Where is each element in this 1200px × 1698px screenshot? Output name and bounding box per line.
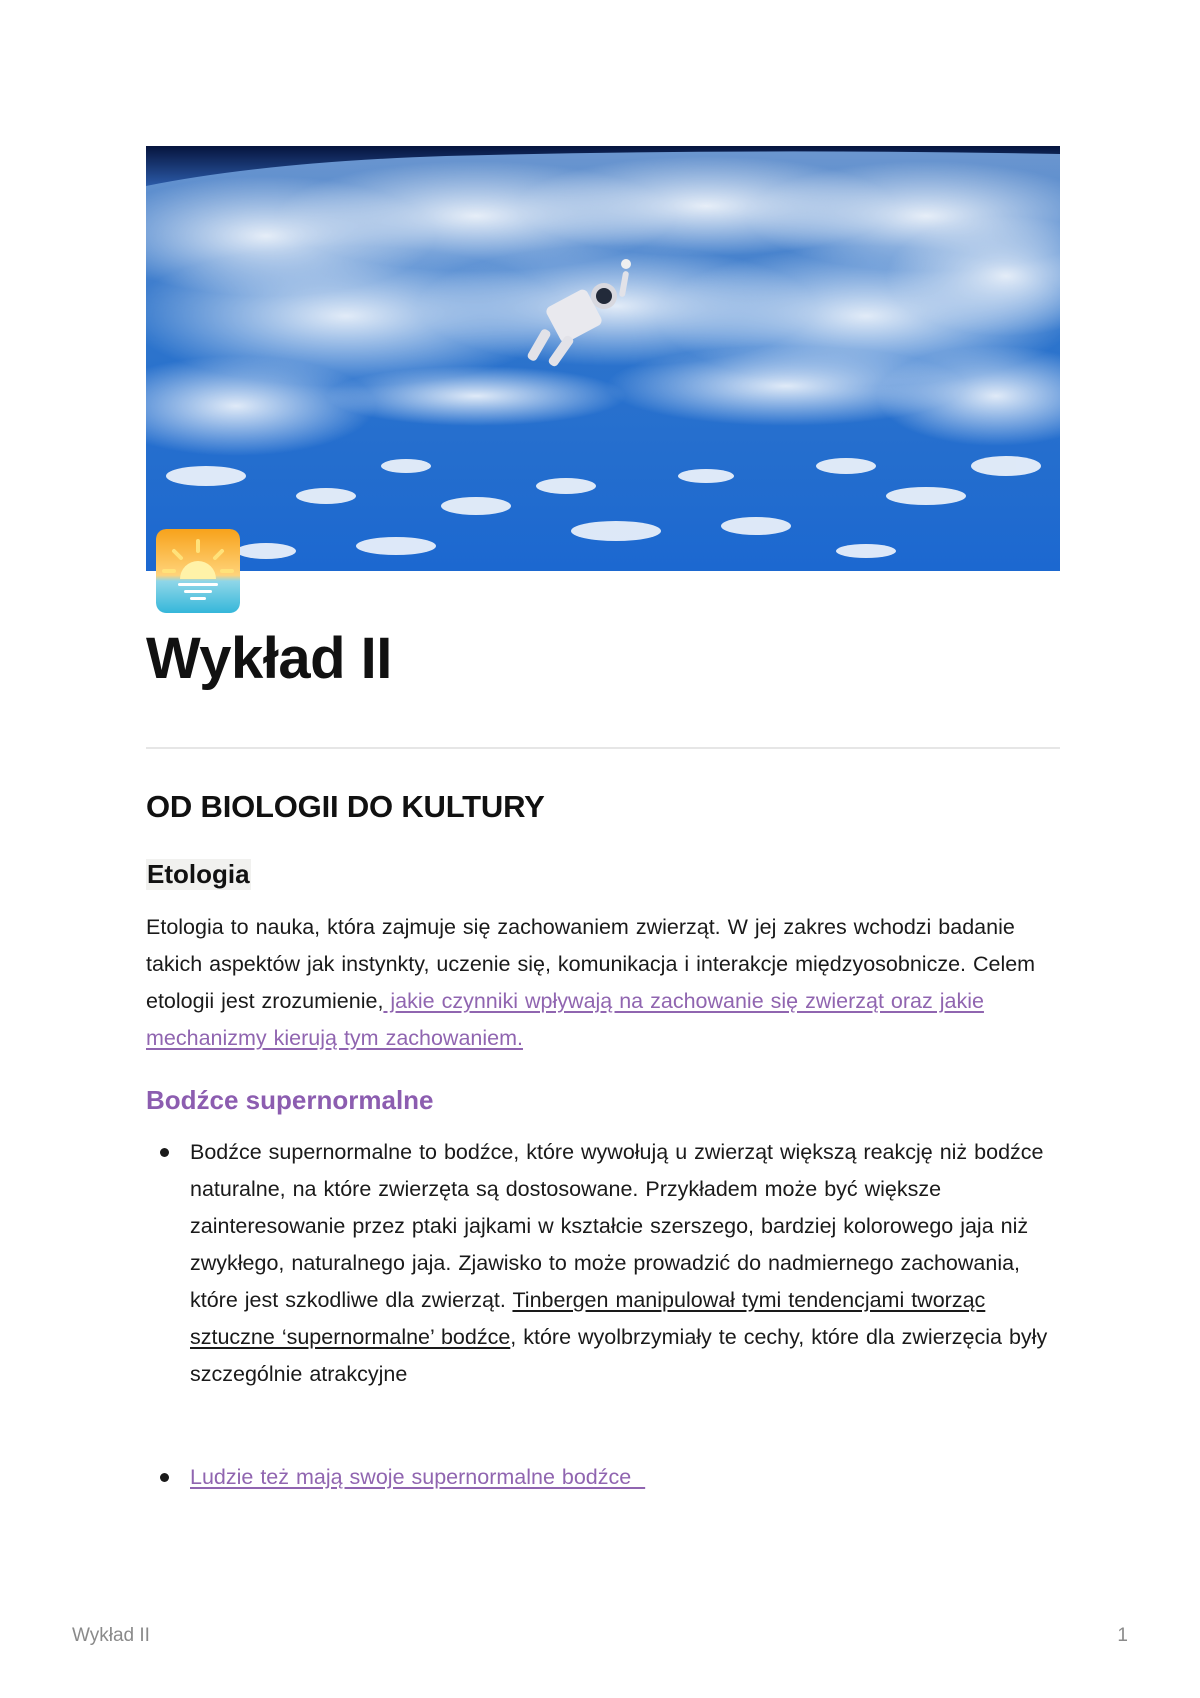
list-item	[146, 1459, 1060, 1496]
bullet-1-text: Bodźce supernormalne to bodźce, które wywołują u zwierząt większą reakcję niż bodźce naturalne, na które zwierzęta są dostosowane. Przykładem może być większe zainteresowanie przez ptaki jajkami w kształcie szerszego, bardziej kolorowego jaja niż zwykłego, naturalnego jaja. Zjawisko to może prowadzić do nadmiernego zachowania, które jest szkodliwe dla zwierząt.	[190, 1140, 1044, 1312]
page-number: 1	[1117, 1625, 1128, 1646]
etologia-paragraph	[146, 909, 1056, 1057]
bodzce-heading: Bodźce supernormalne	[146, 1085, 434, 1115]
etologia-link[interactable]: jakie czynniki wpływają na zachowanie się zwierząt oraz jakie mechanizmy kierują tym zachowaniem.	[146, 989, 984, 1050]
sunrise-icon[interactable]	[156, 529, 240, 613]
cover-image	[146, 146, 1060, 571]
section-heading: OD BIOLOGII DO KULTURY	[146, 789, 545, 824]
bullet-dot	[160, 1148, 169, 1157]
bullet-dot	[160, 1473, 169, 1482]
page-title: Wykład II	[146, 626, 392, 691]
bodzce-list	[146, 1134, 1060, 1496]
divider	[146, 747, 1060, 749]
tinbergen-underlined-text: Tinbergen manipulował tymi tendencjami tworząc sztuczne ‘supernormalne’ bodźce	[190, 1288, 986, 1349]
etologia-heading: Etologia	[147, 859, 250, 889]
list-item	[146, 1134, 1070, 1393]
ludzie-link[interactable]: Ludzie też mają swoje supernormalne bodźce	[190, 1465, 646, 1489]
footer-title: Wykład II	[72, 1625, 150, 1646]
bullet-1-tail: , które wyolbrzymiały te cechy, które dla zwierzęcia były szczególnie atrakcyjne	[190, 1325, 1048, 1386]
etologia-text: Etologia to nauka, która zajmuje się zachowaniem zwierząt. W jej zakres wchodzi badanie takich aspektów jak instynkty, uczenie się, komunikacja i interakcje międzyosobnicze. Celem etologii jest zrozumienie,	[146, 915, 1036, 1013]
